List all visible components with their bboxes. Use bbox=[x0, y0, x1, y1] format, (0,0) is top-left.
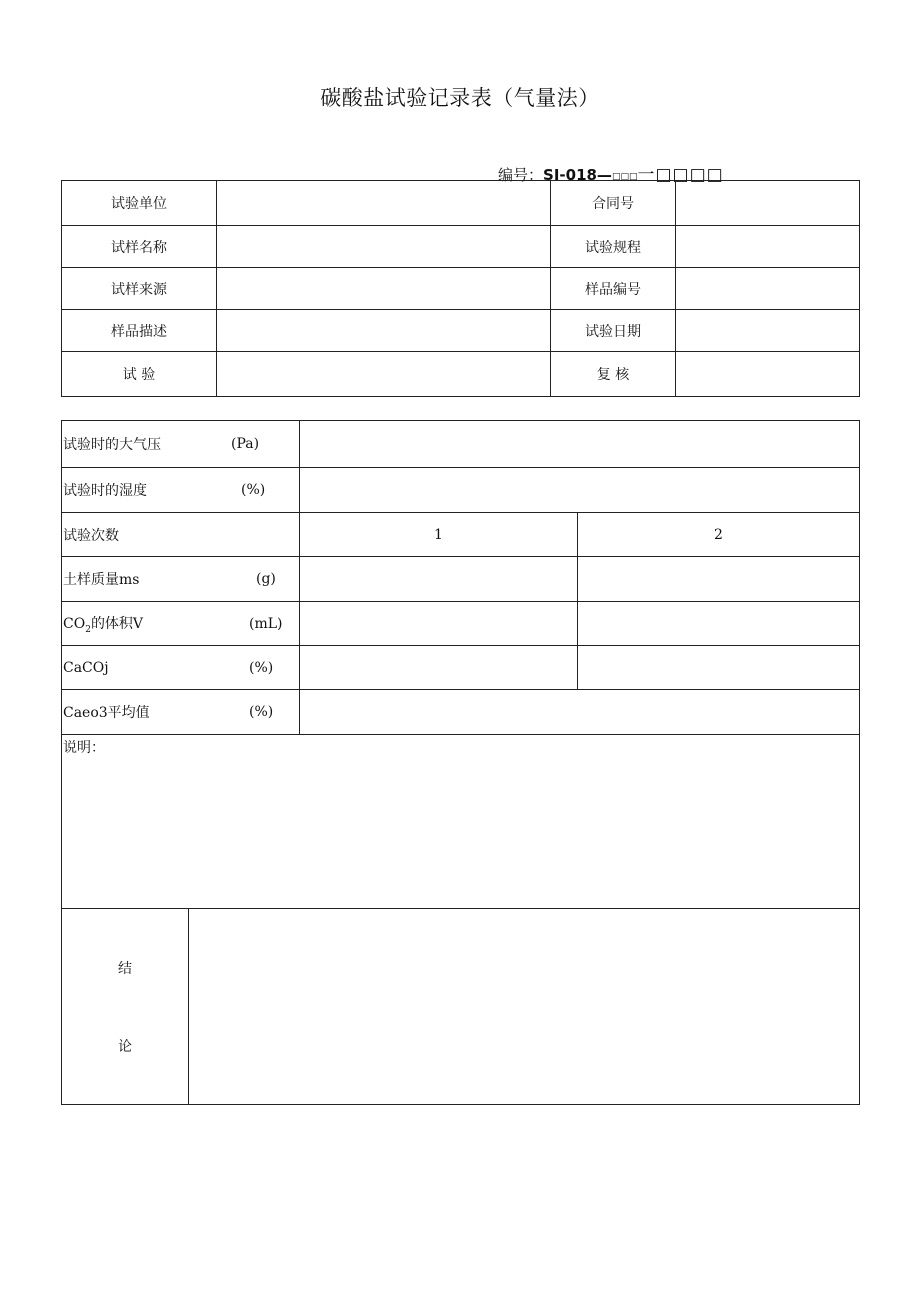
table-row bbox=[62, 352, 860, 397]
results-table bbox=[61, 420, 860, 1105]
serial-code: SI-018— bbox=[543, 166, 612, 184]
info-value-sample-description[interactable] bbox=[217, 310, 551, 352]
mass-trial-1[interactable] bbox=[300, 557, 578, 602]
caco3-unit: (%) bbox=[249, 659, 274, 676]
average-unit: (%) bbox=[249, 704, 274, 720]
info-label-test-date: 试验日期 bbox=[551, 310, 676, 352]
notes-label: 说明： bbox=[63, 740, 105, 756]
mass-label bbox=[62, 557, 300, 602]
notes-area[interactable] bbox=[62, 735, 860, 909]
info-label-contract: 合同号 bbox=[551, 181, 676, 226]
table-row bbox=[62, 268, 860, 310]
info-value-sample-name[interactable] bbox=[217, 226, 551, 268]
info-label-sample-number: 样品编号 bbox=[551, 268, 676, 310]
info-table bbox=[61, 180, 860, 397]
info-label-sample-description: 样品描述 bbox=[62, 310, 217, 352]
trials-label: 试验次数 bbox=[62, 513, 300, 557]
humidity-label bbox=[62, 468, 300, 513]
co2-label bbox=[62, 602, 300, 646]
info-label-reviewer: 复 核 bbox=[551, 352, 676, 397]
pressure-label bbox=[62, 421, 300, 468]
average-value[interactable] bbox=[300, 690, 860, 735]
caco3-label bbox=[62, 646, 300, 690]
trial-1-header: 1 bbox=[300, 513, 578, 557]
co2-trial-1[interactable] bbox=[300, 602, 578, 646]
info-label-tester: 试 验 bbox=[62, 352, 217, 397]
co2-trial-2[interactable] bbox=[578, 602, 860, 646]
info-label-unit: 试验单位 bbox=[62, 181, 217, 226]
table-row bbox=[62, 602, 860, 646]
pressure-value[interactable] bbox=[300, 421, 860, 468]
conclusion-char-1: 结 bbox=[118, 960, 132, 977]
pressure-label-text: 试验时的大气压 bbox=[63, 437, 161, 453]
table-row bbox=[62, 421, 860, 468]
info-label-sample-name: 试样名称 bbox=[62, 226, 217, 268]
table-row bbox=[62, 310, 860, 352]
table-row bbox=[62, 690, 860, 735]
info-value-test-date[interactable] bbox=[676, 310, 860, 352]
humidity-label-text: 试验时的湿度 bbox=[63, 483, 147, 499]
info-value-procedure[interactable] bbox=[676, 226, 860, 268]
table-row bbox=[62, 468, 860, 513]
co2-unit: (mL) bbox=[249, 615, 283, 632]
info-value-sample-source[interactable] bbox=[217, 268, 551, 310]
mass-trial-2[interactable] bbox=[578, 557, 860, 602]
page-title: 碳酸盐试验记录表（气量法） bbox=[320, 86, 600, 110]
co2-label-text bbox=[63, 615, 144, 635]
average-label bbox=[62, 690, 300, 735]
serial-label: 编号： bbox=[498, 166, 544, 184]
co2-suffix: 的体积V bbox=[90, 615, 144, 632]
mass-unit: (g) bbox=[256, 571, 276, 587]
pressure-unit: (Pa) bbox=[231, 436, 260, 452]
humidity-unit: (%) bbox=[241, 482, 266, 498]
table-row bbox=[62, 909, 860, 1105]
info-value-contract[interactable] bbox=[676, 181, 860, 226]
serial-dash: 一 bbox=[637, 165, 656, 185]
info-value-unit[interactable] bbox=[217, 181, 551, 226]
table-row bbox=[62, 513, 860, 557]
info-label-sample-source: 试样来源 bbox=[62, 268, 217, 310]
info-value-sample-number[interactable] bbox=[676, 268, 860, 310]
conclusion-label bbox=[62, 909, 189, 1105]
conclusion-value[interactable] bbox=[189, 909, 860, 1105]
info-value-tester[interactable] bbox=[217, 352, 551, 397]
serial-big-boxes: □□□□ bbox=[655, 165, 724, 185]
co2-subscript: 2 bbox=[85, 624, 91, 635]
mass-label-text: 土样质量ms bbox=[63, 572, 140, 588]
co2-prefix: CO bbox=[63, 615, 86, 632]
table-row bbox=[62, 646, 860, 690]
serial-small-boxes: □□□ bbox=[611, 172, 638, 182]
conclusion-char-2: 论 bbox=[118, 1038, 132, 1055]
average-label-text: Caeo3平均值 bbox=[63, 705, 150, 721]
trial-2-header: 2 bbox=[578, 513, 860, 557]
table-row bbox=[62, 735, 860, 909]
caco3-trial-1[interactable] bbox=[300, 646, 578, 690]
caco3-label-text: CaCOj bbox=[63, 659, 109, 676]
info-value-reviewer[interactable] bbox=[676, 352, 860, 397]
caco3-trial-2[interactable] bbox=[578, 646, 860, 690]
info-label-procedure: 试验规程 bbox=[551, 226, 676, 268]
table-row bbox=[62, 557, 860, 602]
table-row bbox=[62, 226, 860, 268]
table-row bbox=[62, 181, 860, 226]
humidity-value[interactable] bbox=[300, 468, 860, 513]
